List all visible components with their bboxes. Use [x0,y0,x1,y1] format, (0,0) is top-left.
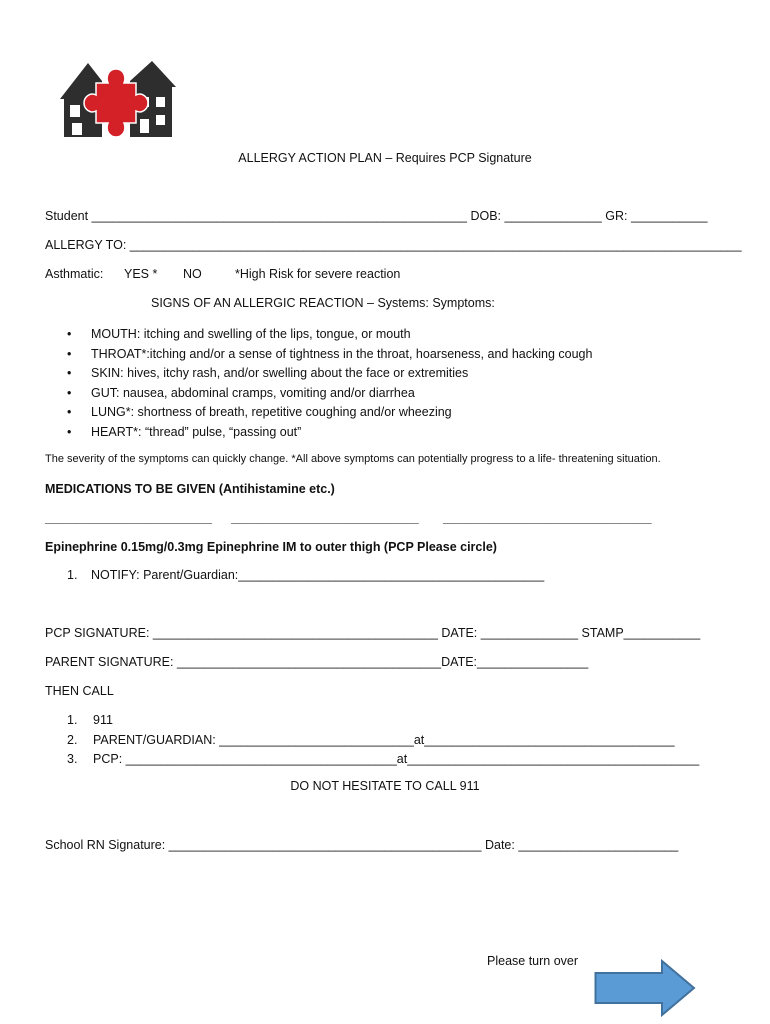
bullet-marker: • [67,405,72,419]
call-parent-guardian-field[interactable]: PARENT/GUARDIAN: ____________________________at____________________________________ [93,732,675,747]
bullet-marker: • [67,385,72,400]
bullet-marker: • [67,346,72,361]
symptom-throat: THROAT*:itching and/or a sense of tightness in the throat, hoarseness, and hacking cough [91,346,593,361]
right-arrow-icon [594,959,698,1017]
symptom-skin: SKIN: hives, itchy rash, and/or swelling about the face or extremities [91,366,469,380]
list-item[interactable] [67,750,699,770]
bullet-marker: • [67,327,72,341]
list-number: 1. [67,713,78,727]
list-item [65,364,592,384]
then-call-label: THEN CALL [45,684,114,698]
bullet-marker: • [67,366,72,380]
medication-blank-1[interactable]: ________________________ [45,511,212,525]
severity-note: The severity of the symptoms can quickly change. *All above symptoms can potentially progress to a life- threatening situation. [45,453,661,465]
symptoms-list [65,325,592,442]
asthmatic-yes-option[interactable]: YES * [124,267,158,281]
medication-blank-2[interactable]: ___________________________ [231,511,419,525]
symptom-lung: LUNG*: shortness of breath, repetitive coughing and/or wheezing [91,405,452,419]
call-911: 911 [93,713,113,727]
bullet-marker: • [67,424,72,439]
call-pcp-field[interactable]: PCP: _______________________________________at__________________________________________ [93,752,700,766]
list-item[interactable] [67,731,699,751]
epinephrine-line: Epinephrine 0.15mg/0.3mg Epinephrine IM to outer thigh (PCP Please circle) [45,540,497,554]
do-not-hesitate-note: DO NOT HESITATE TO CALL 911 [290,779,480,793]
list-item [65,423,592,443]
list-item [65,325,592,345]
list-item [65,345,592,365]
notify-number: 1. [67,568,78,582]
list-item [67,711,699,731]
signs-heading: SIGNS OF AN ALLERGIC REACTION – Systems: Symptoms: [151,296,495,310]
symptom-mouth: MOUTH: itching and swelling of the lips, tongue, or mouth [91,327,411,341]
form-title: ALLERGY ACTION PLAN – Requires PCP Signature [238,151,532,165]
rn-signature-field[interactable]: School RN Signature: _____________________________________________ Date: _______________________ [45,838,679,852]
list-number: 3. [67,752,78,766]
allergy-field[interactable]: ALLERGY TO: ________________________________________________________________________________________ [45,238,742,252]
call-list [67,711,699,770]
schoolhouse-puzzle-logo [58,57,178,141]
pcp-signature-field[interactable]: PCP SIGNATURE: _________________________________________ DATE: ______________ STAMP___________ [45,626,701,640]
list-item [65,384,592,404]
medication-blank-3[interactable]: ______________________________ [443,511,652,525]
asthmatic-label: Asthmatic: [45,267,104,281]
medications-heading: MEDICATIONS TO BE GIVEN (Antihistamine etc.) [45,482,335,496]
high-risk-note: *High Risk for severe reaction [235,267,401,281]
symptom-gut: GUT: nausea, abdominal cramps, vomiting and/or diarrhea [91,385,415,400]
student-field[interactable]: Student ______________________________________________________ DOB: ______________ GR: ___________ [45,209,708,223]
parent-signature-field[interactable]: PARENT SIGNATURE: ______________________________________DATE:________________ [45,655,589,669]
turn-over-note: Please turn over [487,954,579,968]
list-item [65,403,592,423]
list-number: 2. [67,732,78,747]
asthmatic-no-option[interactable]: NO [183,267,202,281]
symptom-heart: HEART*: “thread” pulse, “passing out” [91,424,302,439]
notify-field[interactable]: NOTIFY: Parent/Guardian:____________________________________________ [91,568,545,582]
